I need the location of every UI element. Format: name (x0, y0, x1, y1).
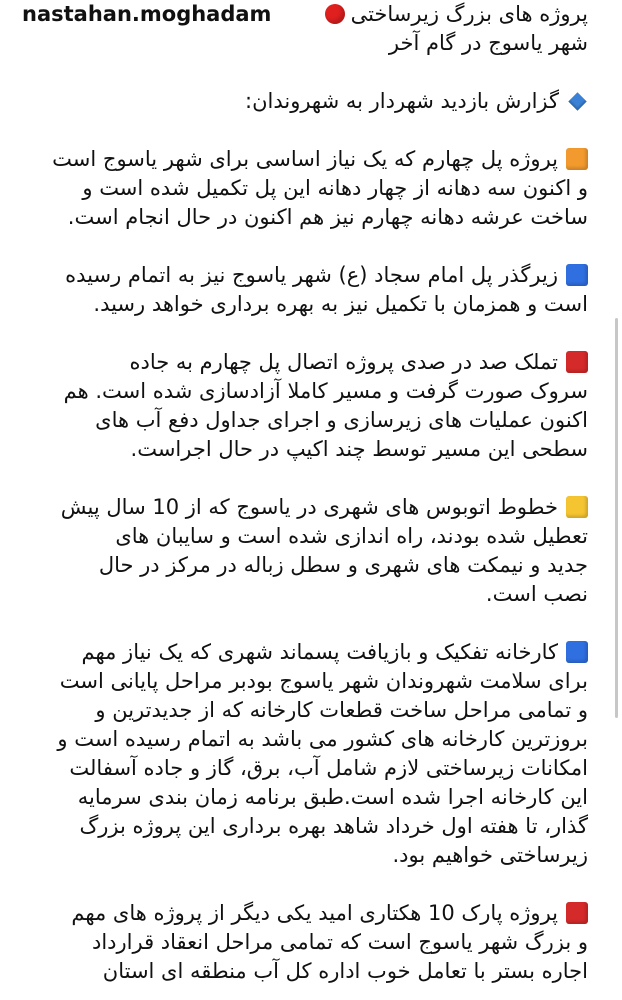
caption-paragraph (22, 638, 588, 870)
caption-line-text: نصب است. (485, 582, 588, 606)
caption-line (22, 899, 588, 928)
caption-line-text: و بزرگ شهر یاسوج است که تمامی مراحل انعقاد قرارداد (91, 930, 588, 954)
caption-line (22, 203, 588, 232)
caption-line (22, 145, 588, 174)
caption-line (22, 667, 588, 696)
caption-line (22, 638, 588, 667)
caption-line-text: تملک صد در صدی پروژه اتصال پل چهارم به جاده (129, 350, 558, 374)
caption-line-text: برای سلامت شهروندان شهر یاسوج بودبر مراحل پایانی است (59, 669, 588, 693)
caption-line-text: پروژه پارک 10 هکتاری امید یکی دیگر از پروژه های مهم (71, 901, 558, 925)
post-caption (22, 0, 588, 986)
caption-line (22, 435, 588, 464)
caption-line (22, 551, 588, 580)
caption-line (22, 348, 588, 377)
caption-line (22, 841, 588, 870)
caption-line-text: اجاره بستر با تعامل خوب اداره کل آب منطقه ای استان (102, 959, 588, 983)
caption-line-text: گذار، تا هفته اول خرداد شاهد بهره برداری این پروژه بزرگ (79, 814, 588, 838)
caption-line-text: اکنون عملیات های زیرسازی و اجرای جداول دفع آب های (95, 408, 588, 432)
caption-line (22, 754, 588, 783)
caption-line (22, 406, 588, 435)
caption-line (22, 812, 588, 841)
caption-line-text: خطوط اتوبوس های شهری در یاسوج که از 10 سال پیش (60, 495, 558, 519)
caption-line (22, 493, 588, 522)
red-square-icon (566, 351, 588, 373)
caption-line-text: پروژه پل چهارم که یک نیاز اساسی برای شهر یاسوج است (52, 147, 558, 171)
caption-line (22, 377, 588, 406)
blue-square-icon (566, 641, 588, 663)
caption-title-line1: پروژه های بزرگ زیرساختی (350, 2, 588, 26)
caption-paragraph (22, 493, 588, 609)
report-heading-text: گزارش بازدید شهردار به شهروندان: (245, 89, 559, 113)
caption-line (22, 957, 588, 986)
caption-line-text: زیرساختی خواهیم بود. (392, 843, 588, 867)
yellow-square-icon (566, 496, 588, 518)
caption-header-line (22, 0, 588, 29)
caption-line (22, 261, 588, 290)
caption-line-text: است و همزمان با تکمیل نیز به بهره برداری خواهد رسید. (93, 292, 588, 316)
caption-line-text: تعطیل شده بودند، راه اندازی شده است و سایبان های (115, 524, 588, 548)
caption-line-text: و تمامی مراحل ساخت قطعات کارخانه که از جدیدترین و (95, 698, 588, 722)
red-square-icon (566, 902, 588, 924)
caption-line-text: زیرگذر پل امام سجاد (ع) شهر یاسوج نیز به اتمام رسیده (65, 263, 558, 287)
caption-line-text: سروک صورت گرفت و مسیر کاملا آزادسازی شده است. هم (63, 379, 588, 403)
caption-paragraph (22, 261, 588, 319)
caption-paragraph (22, 145, 588, 232)
caption-line (22, 696, 588, 725)
blue-square-icon (566, 264, 588, 286)
caption-line (22, 522, 588, 551)
blue-diamond-icon (568, 92, 586, 110)
caption-line-text: ساخت عرشه دهانه چهارم نیز هم اکنون در حال انجام است. (67, 205, 588, 229)
report-heading (22, 87, 588, 116)
caption-line-text: سطحی این مسیر توسط چند اکیپ در حال اجراست. (130, 437, 588, 461)
caption-line-text: جدید و نیمکت های شهری و سطل زباله در مرکز در حال (98, 553, 588, 577)
orange-square-icon (566, 148, 588, 170)
caption-paragraph (22, 348, 588, 464)
caption-line-text: این کارخانه اجرا شده است.طبق برنامه زمان بندی سرمایه (77, 785, 588, 809)
caption-line-text: بروزترین کارخانه های کشور می باشد به اتمام رسیده است و (57, 727, 588, 751)
caption-title-line2: شهر یاسوج در گام آخر (388, 31, 588, 55)
caption-paragraphs (22, 145, 588, 986)
caption-line-text: کارخانه تفکیک و بازیافت پسماند شهری که یک نیاز مهم (81, 640, 558, 664)
caption-line (22, 174, 588, 203)
caption-line (22, 725, 588, 754)
caption-line (22, 783, 588, 812)
red-circle-icon (325, 4, 345, 24)
caption-line-text: امکانات زیرساختی لازم شامل آب، برق، گاز و جاده آسفالت (69, 756, 588, 780)
caption-line (22, 928, 588, 957)
caption-paragraph (22, 899, 588, 986)
username-link[interactable]: nastahan.moghadam (22, 2, 272, 26)
caption-line-text: و اکنون سه دهانه از چهار دهانه این پل تکمیل شده است و (82, 176, 588, 200)
scrollbar-thumb[interactable] (615, 318, 618, 718)
caption-line (22, 580, 588, 609)
caption-line (22, 290, 588, 319)
